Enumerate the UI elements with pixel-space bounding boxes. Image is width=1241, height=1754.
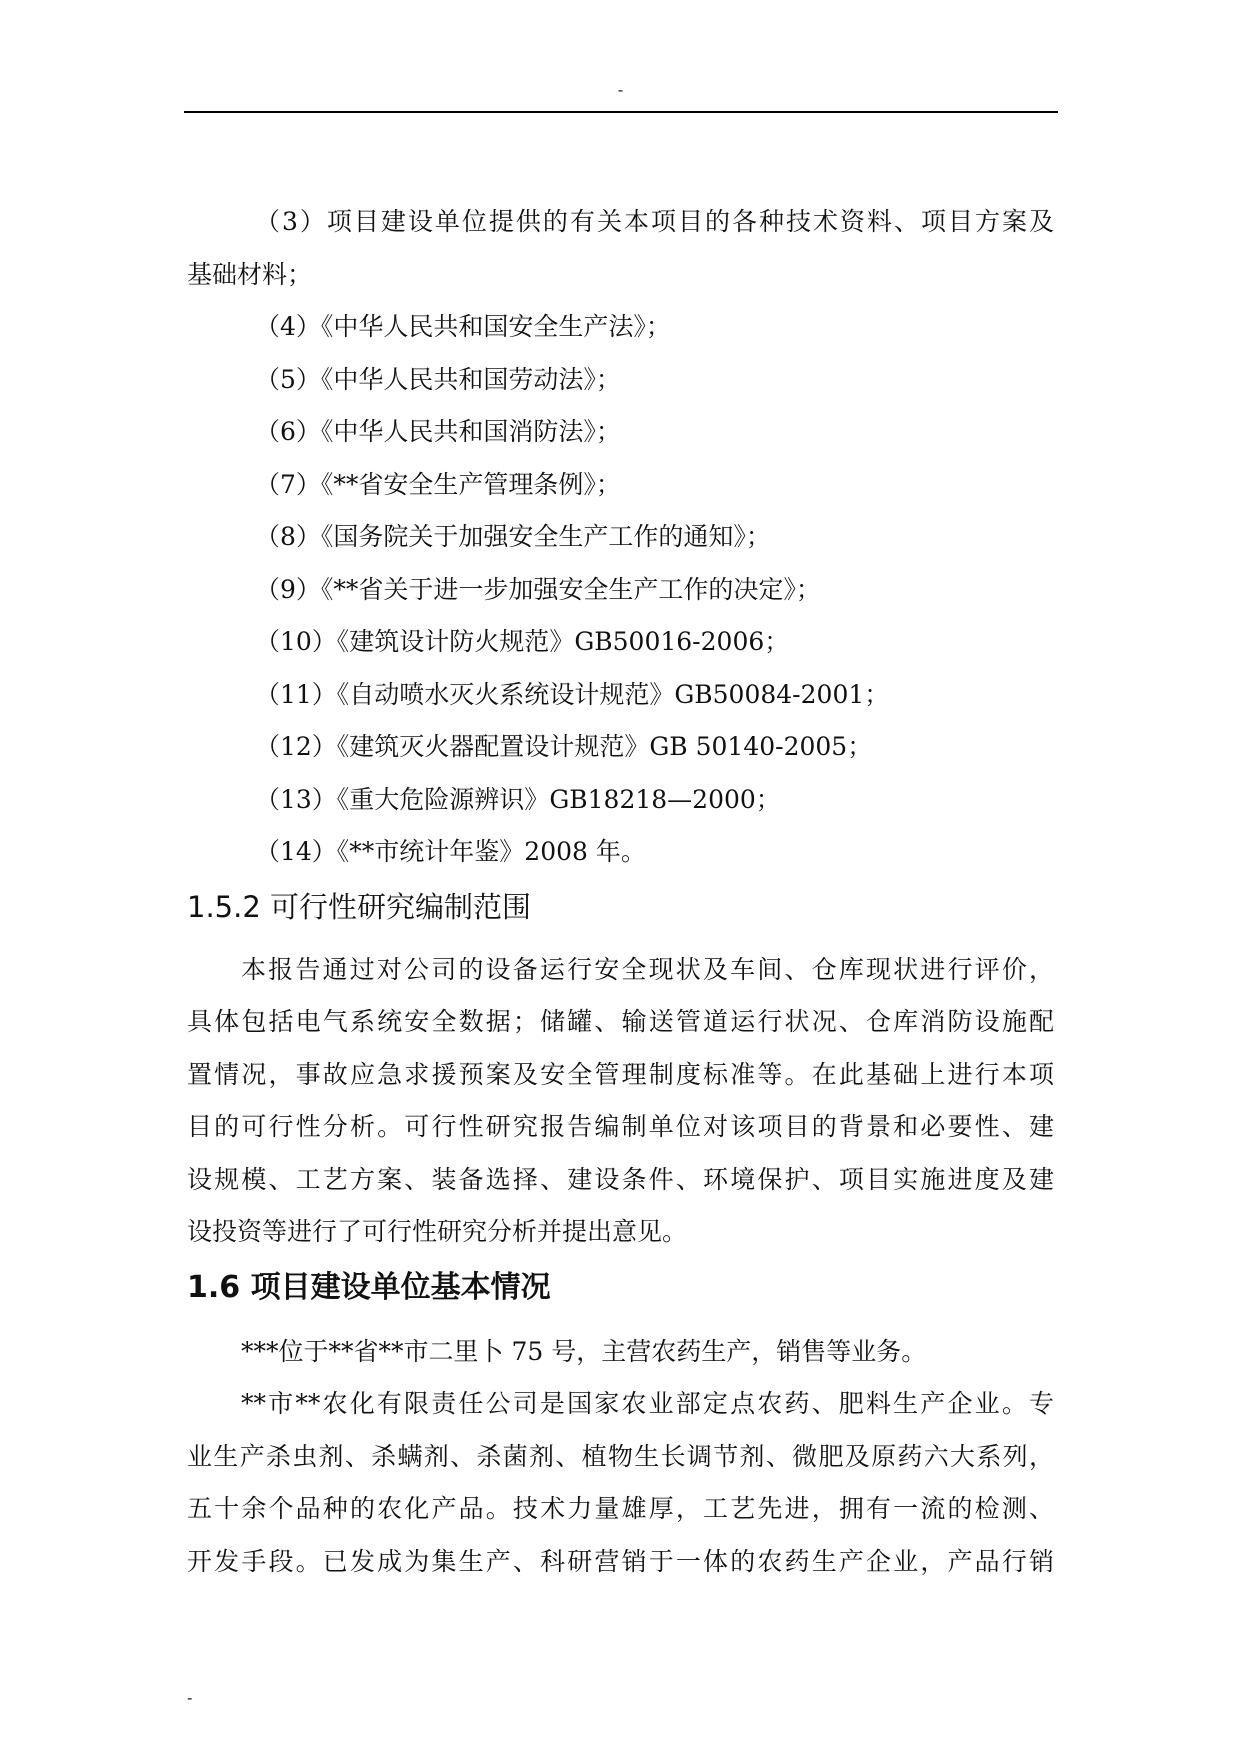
paragraph-line: 设规模、工艺方案、装备选择、建设条件、环境保护、项目实施进度及建	[187, 1164, 1054, 1194]
reference-item: （5）《中华人民共和国劳动法》；	[255, 364, 621, 394]
reference-item: （11）《自动喷水灭火系统设计规范》GB50084-2001；	[255, 679, 890, 709]
reference-item: （9）《**省关于进一步加强安全生产工作的决定》；	[255, 574, 821, 604]
paragraph-line: 业生产杀虫剂、杀螨剂、杀菌剂、植物生长调节剂、微肥及原药六大系列，	[187, 1441, 1054, 1471]
reference-item: （14）《**市统计年鉴》2008 年。	[255, 837, 646, 866]
reference-item: （13）《重大危险源辨识》GB18218—2000；	[255, 784, 781, 814]
page-header-mark: -	[617, 80, 624, 99]
paragraph-line: 基础材料；	[187, 259, 313, 289]
reference-item: （8）《国务院关于加强安全生产工作的通知》；	[255, 522, 771, 551]
document-body	[187, 196, 1054, 1588]
section-heading-1-6: 1.6 项目建设单位基本情况	[187, 1269, 551, 1305]
reference-item: （4）《中华人民共和国安全生产法》；	[255, 312, 671, 341]
section-heading-1-5-2: 1.5.2 可行性研究编制范围	[187, 889, 532, 924]
paragraph-line: ***位于**省**市二里卜 75 号，主营农药生产，销售等业务。	[241, 1336, 927, 1366]
reference-item: （12）《建筑灭火器配置设计规范》GB 50140-2005；	[255, 732, 873, 761]
header-rule	[184, 111, 1058, 113]
paragraph-line: 具体包括电气系统安全数据；储罐、输送管道运行状况、仓库消防设施配	[187, 1007, 1054, 1036]
paragraph-line: **市**农化有限责任公司是国家农业部定点农药、肥料生产企业。专	[241, 1389, 1054, 1418]
section-1-5-2-paragraph	[187, 944, 1054, 1259]
paragraph-line: 本报告通过对公司的设备运行安全现状及车间、仓库现状进行评价，	[241, 954, 1054, 984]
section-1-6-paragraph	[187, 1378, 1054, 1588]
paragraph-line: （3）项目建设单位提供的有关本项目的各种技术资料、项目方案及	[255, 207, 1054, 236]
reference-list	[187, 301, 1054, 879]
paragraph-line: 开发手段。已发成为集生产、科研营销于一体的农药生产企业，产品行销	[187, 1546, 1054, 1576]
reference-item: （6）《中华人民共和国消防法》；	[255, 417, 621, 446]
reference-item: （7）《**省安全生产管理条例》；	[255, 469, 621, 499]
page-footer-mark: -	[187, 1688, 193, 1707]
reference-item: （10）《建筑设计防火规范》GB50016-2006；	[255, 627, 790, 656]
paragraph-line: 五十余个品种的农化产品。技术力量雄厚，工艺先进，拥有一流的检测、	[187, 1494, 1054, 1523]
paragraph-line: 目的可行性分析。可行性研究报告编制单位对该项目的背景和必要性、建	[187, 1112, 1054, 1141]
paragraph-line: 设投资等进行了可行性研究分析并提出意见。	[187, 1217, 688, 1246]
paragraph-line: 置情况，事故应急求援预案及安全管理制度标准等。在此基础上进行本项	[187, 1059, 1054, 1089]
